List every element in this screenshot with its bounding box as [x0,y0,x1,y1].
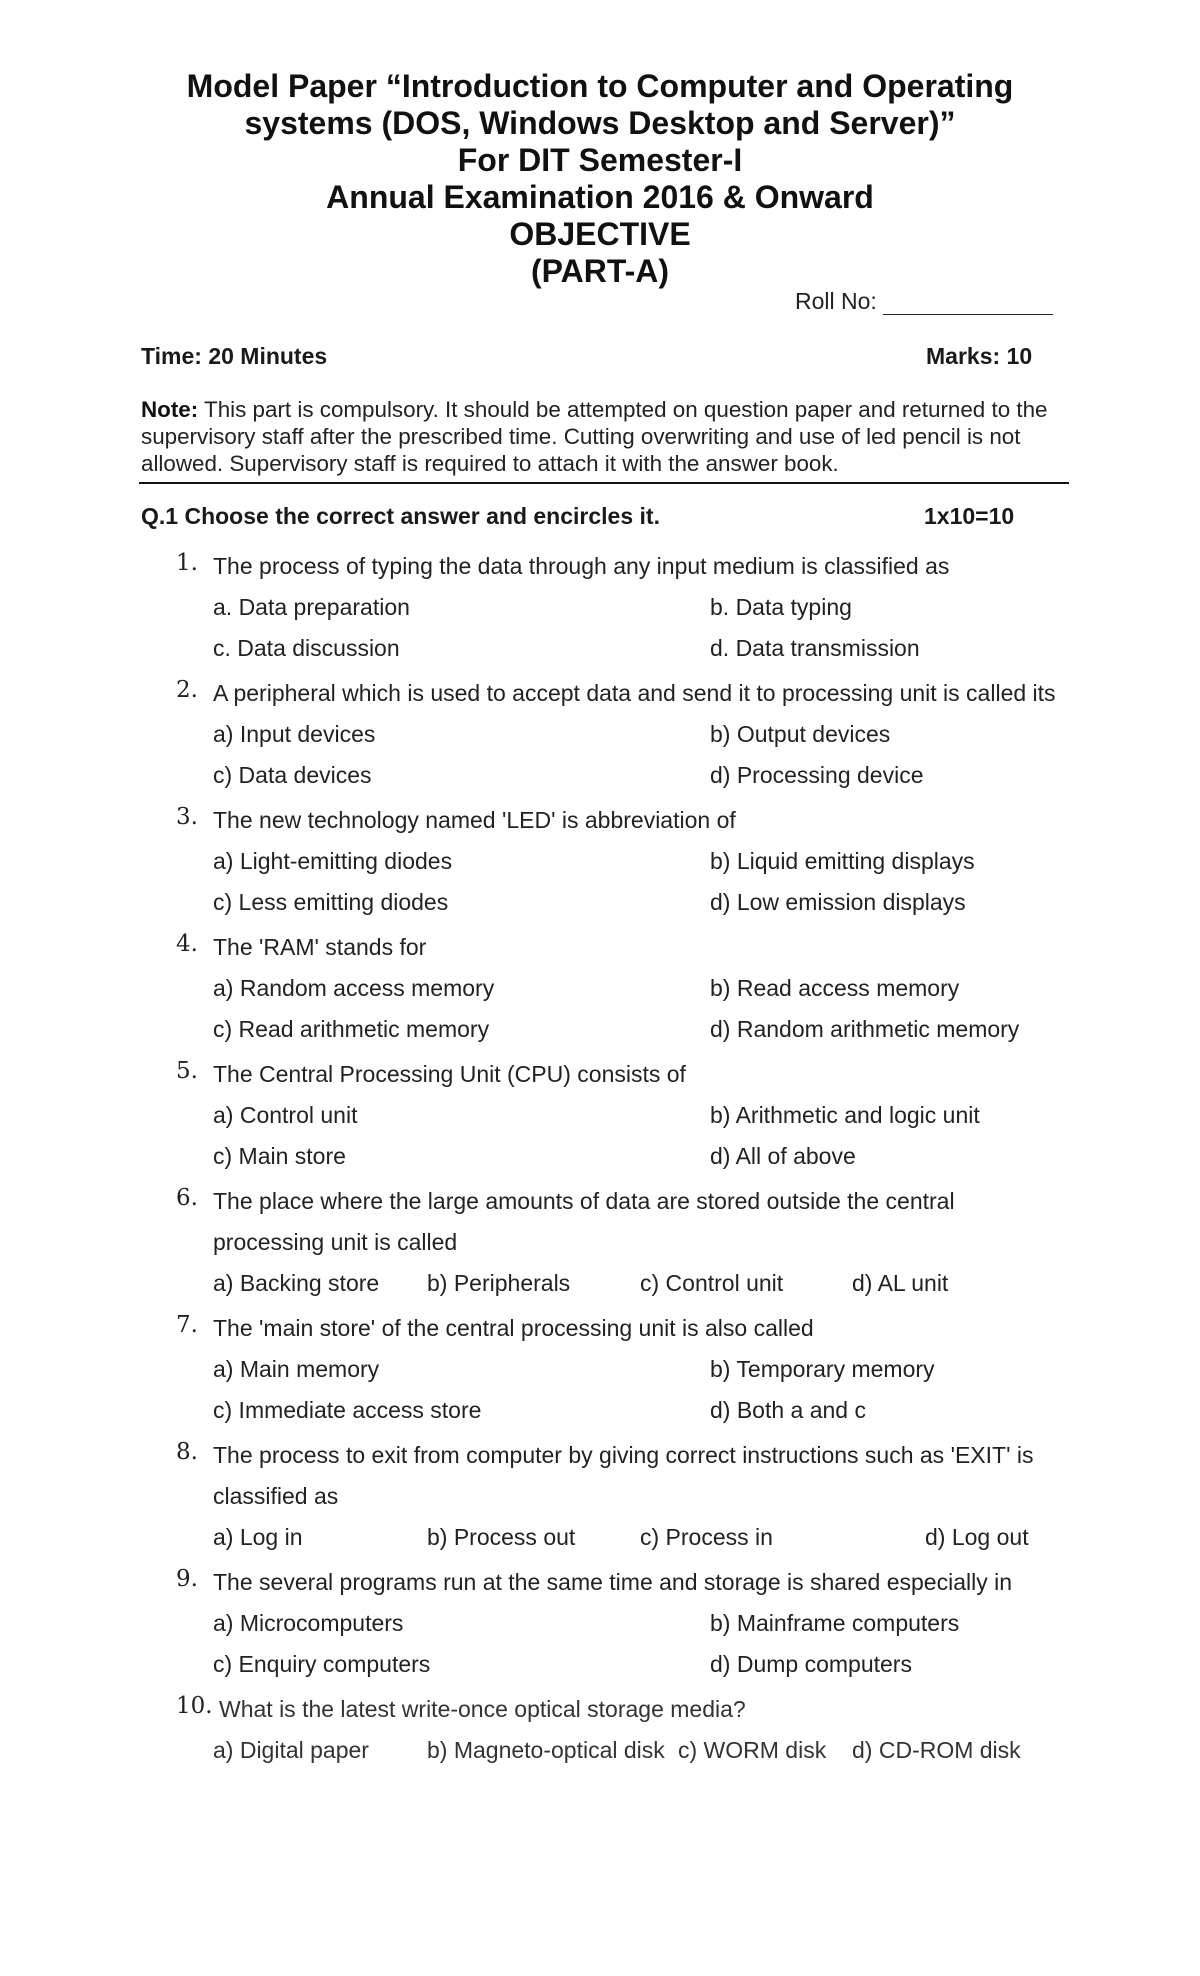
question-number: 4. [176,931,198,957]
paper-title [140,68,1060,290]
option-d[interactable]: d) CD-ROM disk [852,1737,1021,1763]
question-number: 6. [176,1185,198,1211]
option-c[interactable]: c) Less emitting diodes [213,889,449,915]
section-heading: Q.1 Choose the correct answer and encircles it. [141,503,660,529]
note-label: Note: [141,397,199,422]
section-marks: 1x10=10 [924,503,1015,529]
option-a[interactable]: a) Input devices [213,721,376,747]
option-a[interactable]: a) Microcomputers [213,1610,404,1636]
title-line: Annual Examination 2016 & Onward [326,179,874,215]
question-text: The place where the large amounts of data are stored outside the central [213,1188,955,1214]
option-d[interactable]: d) Dump computers [710,1651,912,1677]
title-line: Model Paper “Introduction to Computer and Operating [186,68,1014,104]
question-text-continued: classified as [213,1483,339,1509]
option-a[interactable]: a) Control unit [213,1102,358,1128]
option-c[interactable]: c) WORM disk [678,1737,827,1763]
option-a[interactable]: a) Log in [213,1524,303,1550]
option-b[interactable]: b) Mainframe computers [710,1610,960,1636]
title-line: (PART-A) [530,253,670,289]
question-text: What is the latest write-once optical storage media? [219,1696,746,1722]
note-text: This part is compulsory. It should be attempted on question paper and returned to the supervisory staff after the prescribed time. Cutting overwriting and use of led pencil is not allowed. Supervisory staff is required to attach it with the answer book. [141,397,1048,476]
option-a[interactable]: a) Digital paper [213,1737,369,1763]
option-b[interactable]: b) Peripherals [427,1270,571,1296]
question-number: 7. [176,1312,198,1338]
question-number: 1. [176,550,198,576]
option-c[interactable]: c) Control unit [640,1270,784,1296]
instructions-note [141,396,1066,477]
option-b[interactable]: b) Temporary memory [710,1356,935,1382]
option-c[interactable]: c) Immediate access store [213,1397,482,1423]
question-number: 5. [176,1058,198,1084]
option-b[interactable]: b) Arithmetic and logic unit [710,1102,980,1128]
question-text: The 'RAM' stands for [213,934,427,960]
option-d[interactable]: d) Processing device [710,762,924,788]
option-b[interactable]: b) Magneto-optical disk [427,1737,665,1763]
option-d[interactable]: d) Low emission displays [710,889,966,915]
option-a[interactable]: a) Light-emitting diodes [213,848,453,874]
option-a[interactable]: a) Random access memory [213,975,495,1001]
roll-label: Roll No: [795,288,877,314]
question-number: 2. [176,677,198,703]
question-number: 3. [176,804,198,830]
question-number: 9. [176,1566,198,1592]
option-b[interactable]: b) Output devices [710,721,891,747]
option-a[interactable]: a) Backing store [213,1270,380,1296]
option-c[interactable]: c) Main store [213,1143,346,1169]
roll-number-field [795,288,1053,315]
option-d[interactable]: d. Data transmission [710,635,920,661]
question-text: The new technology named 'LED' is abbreviation of [213,807,736,833]
total-marks: Marks: 10 [926,343,1033,369]
option-d[interactable]: d) AL unit [852,1270,949,1296]
option-c[interactable]: c) Data devices [213,762,372,788]
option-c[interactable]: c) Process in [640,1524,773,1550]
time-allowed: Time: 20 Minutes [141,343,328,369]
question-text: A peripheral which is used to accept data and send it to processing unit is called its [213,680,1056,706]
question-text: The process of typing the data through any input medium is classified as [213,553,950,579]
option-c[interactable]: c. Data discussion [213,635,400,661]
question-number: 10. [176,1693,213,1719]
question-number: 8. [176,1439,198,1465]
option-d[interactable]: d) All of above [710,1143,856,1169]
option-b[interactable]: b) Process out [427,1524,576,1550]
option-d[interactable]: d) Random arithmetic memory [710,1016,1020,1042]
question-text: The Central Processing Unit (CPU) consists of [213,1061,686,1087]
option-c[interactable]: c) Enquiry computers [213,1651,431,1677]
question-text: The several programs run at the same time and storage is shared especially in [213,1569,1013,1595]
divider [139,482,1069,484]
title-line: OBJECTIVE [509,216,691,252]
option-a[interactable]: a) Main memory [213,1356,380,1382]
option-b[interactable]: b) Read access memory [710,975,960,1001]
question-text-continued: processing unit is called [213,1229,458,1255]
title-line: systems (DOS, Windows Desktop and Server)” [244,105,956,141]
option-d[interactable]: d) Both a and c [710,1397,866,1423]
option-d[interactable]: d) Log out [925,1524,1029,1550]
question-text: The 'main store' of the central processing unit is also called [213,1315,814,1341]
option-c[interactable]: c) Read arithmetic memory [213,1016,490,1042]
question-text: The process to exit from computer by giving correct instructions such as 'EXIT' is [213,1442,1034,1468]
roll-blank-line[interactable] [883,294,1053,315]
option-b[interactable]: b) Liquid emitting displays [710,848,975,874]
title-line: For DIT Semester-I [457,142,743,178]
option-b[interactable]: b. Data typing [710,594,852,620]
option-a[interactable]: a. Data preparation [213,594,410,620]
